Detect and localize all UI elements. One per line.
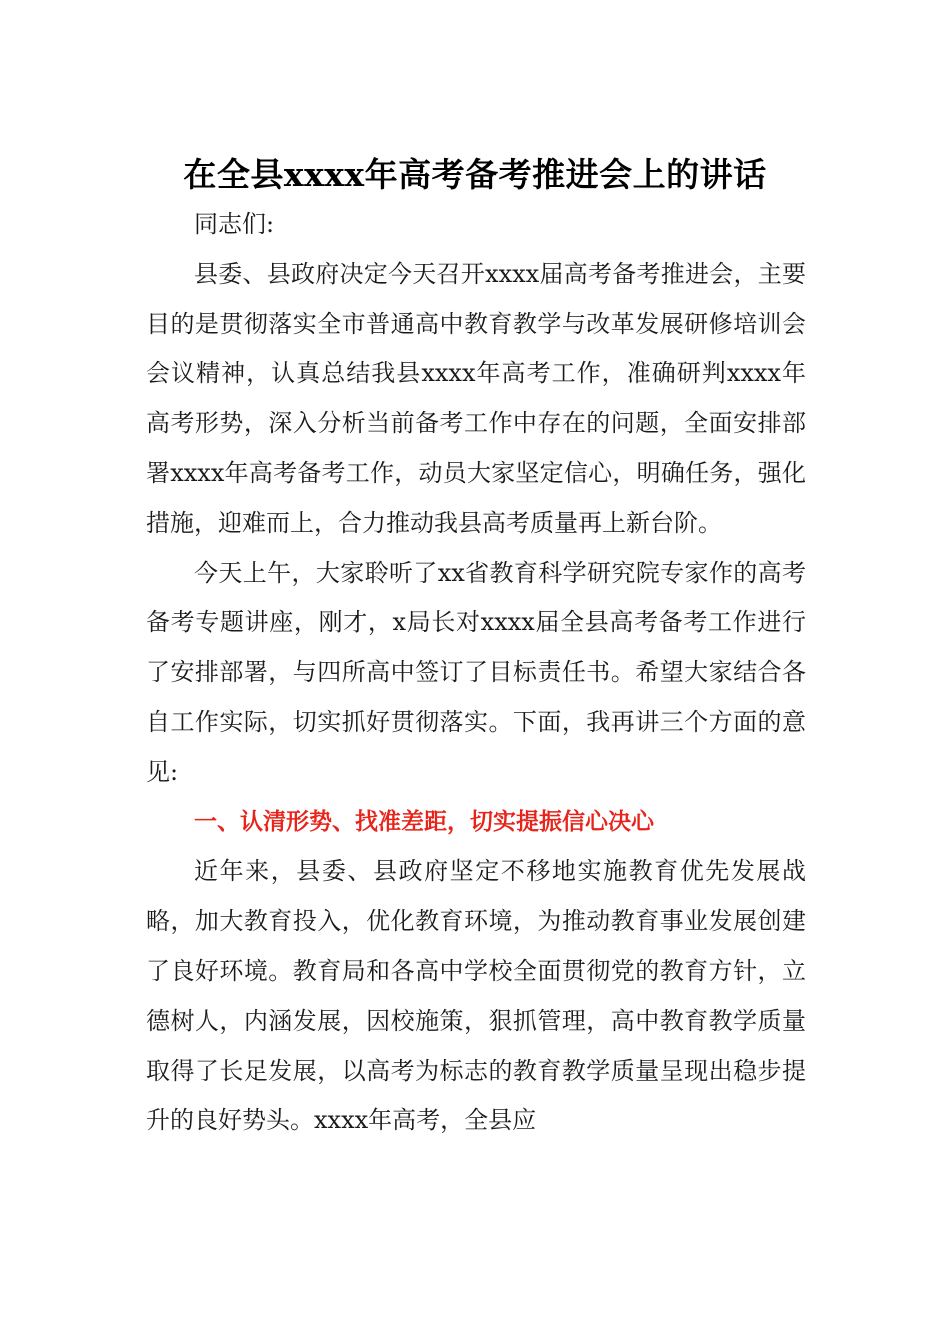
- section-heading: 一、认清形势、找准差距，切实提振信心决心: [194, 808, 654, 835]
- paragraph-2: 今天上午，大家聆听了xx省教育科学研究院专家作的高考备考专题讲座，刚才，x局长对xxxx届全县高考备考工作进行了安排部署，与四所高中签订了目标责任书。希望大家结合各自工作实际，切实抓好贯彻落实。下面，我再讲三个方面的意见:: [146, 558, 806, 786]
- section-paragraph: 近年来，县委、县政府坚定不移地实施教育优先发展战略，加大教育投入，优化教育环境，为推动教育事业发展创建了良好环境。教育局和各高中学校全面贯彻党的教育方针，立德树人，内涵发展，因校施策，狠抓管理，高中教育教学质量取得了长足发展，以高考为标志的教育教学质量呈现出稳步提升的良好势头。xxxx年高考，全县应: [146, 857, 806, 1135]
- document-body: [146, 200, 806, 1146]
- paragraph-1: 县委、县政府决定今天召开xxxx届高考备考推进会，主要目的是贯彻落实全市普通高中教育教学与改革发展研修培训会会议精神，认真总结我县xxxx年高考工作，准确研判xxxx年高考形势，深入分析当前备考工作中存在的问题，全面安排部署xxxx年高考备考工作，动员大家坚定信心，明确任务，强化措施，迎难而上，合力推动我县高考质量再上新台阶。: [146, 259, 806, 537]
- salutation: 同志们:: [194, 210, 275, 238]
- document-title: 在全县xxxx年高考备考推进会上的讲话: [183, 155, 767, 194]
